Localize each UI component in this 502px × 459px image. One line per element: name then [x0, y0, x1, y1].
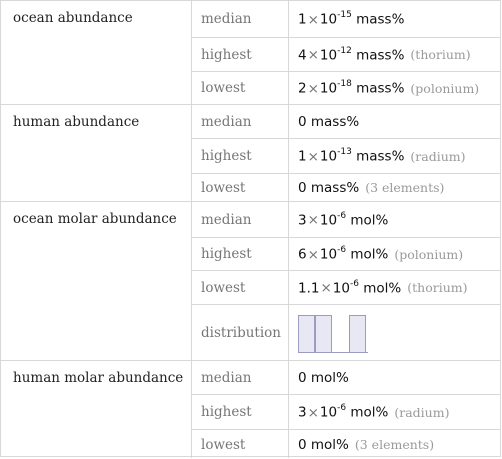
- stat-label: median: [201, 113, 252, 130]
- stat-label: lowest: [201, 80, 246, 96]
- value-coefficient: 1.1: [298, 279, 320, 296]
- value-note: (polonium): [410, 80, 480, 96]
- stat-label: highest: [201, 404, 252, 420]
- value-base: 10: [319, 46, 338, 63]
- stat-label: lowest: [201, 436, 246, 453]
- value-coefficient: 6: [298, 246, 307, 263]
- value-base: 10: [319, 148, 338, 165]
- stat-label: highest: [201, 148, 252, 164]
- value-base: 10: [319, 211, 338, 228]
- table-group-ocean-molar-abundance: [1, 201, 500, 360]
- table-row: [191, 429, 501, 459]
- property-label: ocean abundance: [13, 10, 133, 26]
- value-note: (radium): [394, 404, 450, 420]
- value-exponent: -6: [349, 278, 359, 289]
- value-note: (3 elements): [365, 180, 445, 195]
- stat-label: median: [201, 11, 252, 27]
- value-note: (3 elements): [354, 436, 435, 452]
- property-label: ocean molar abundance: [13, 211, 177, 227]
- value-cell: [298, 437, 434, 453]
- table-row: [191, 270, 501, 304]
- times-sign: ×: [307, 404, 319, 421]
- value-unit: mass%: [356, 11, 405, 28]
- value-coefficient: 1: [298, 148, 307, 165]
- value-cell: [298, 114, 359, 130]
- value-plain: 0 mol%: [298, 436, 349, 453]
- table-group-human-molar-abundance: [1, 360, 500, 458]
- value-coefficient: 3: [298, 211, 307, 228]
- table-row: [191, 237, 501, 270]
- value-exponent: -12: [337, 45, 352, 56]
- value-plain: 0 mol%: [298, 369, 349, 386]
- value-cell: [298, 211, 388, 228]
- table-row: [191, 1, 501, 37]
- stat-label: distribution: [201, 325, 281, 341]
- value-exponent: -18: [337, 78, 352, 89]
- stat-label: lowest: [201, 180, 246, 196]
- value-exponent: -6: [337, 244, 347, 255]
- times-sign: ×: [307, 80, 319, 97]
- value-plain: 0 mass%: [298, 113, 360, 130]
- value-exponent: -15: [337, 9, 352, 20]
- table-row: [191, 105, 501, 138]
- value-plain: 0 mass%: [298, 180, 360, 196]
- value-coefficient: 2: [298, 80, 307, 97]
- value-unit: mol%: [350, 246, 389, 263]
- times-sign: ×: [307, 46, 319, 63]
- value-cell: [298, 246, 463, 263]
- table-row: [191, 71, 501, 104]
- table-row: [191, 138, 501, 173]
- value-cell: [298, 279, 468, 296]
- times-sign: ×: [307, 148, 319, 165]
- table-row: [191, 394, 501, 429]
- value-unit: mol%: [363, 279, 402, 296]
- value-cell: [298, 404, 449, 421]
- table-group-ocean-abundance: [1, 1, 500, 104]
- value-cell: [298, 11, 404, 28]
- value-base: 10: [319, 246, 338, 263]
- value-unit: mass%: [356, 46, 405, 63]
- value-coefficient: 4: [298, 46, 307, 63]
- value-base: 10: [319, 80, 338, 97]
- times-sign: ×: [307, 11, 319, 28]
- table-row: [191, 173, 501, 202]
- value-cell: [298, 370, 349, 386]
- value-base: 10: [332, 279, 350, 296]
- value-unit: mass%: [356, 80, 405, 97]
- table-row: [191, 304, 501, 361]
- stat-label: highest: [201, 246, 252, 262]
- histogram-bar: [298, 315, 315, 353]
- value-unit: mass%: [356, 148, 405, 165]
- value-exponent: -6: [337, 210, 347, 221]
- histogram-bar: [315, 315, 332, 353]
- value-unit: mol%: [350, 211, 389, 228]
- value-cell: [298, 80, 479, 97]
- table-row: [191, 37, 501, 71]
- property-label: human molar abundance: [13, 370, 184, 386]
- value-coefficient: 3: [298, 404, 307, 421]
- value-exponent: -13: [337, 146, 352, 157]
- value-note: (thorium): [410, 46, 471, 62]
- stat-label: median: [201, 369, 252, 386]
- value-note: (thorium): [407, 279, 468, 295]
- table-row: [191, 202, 501, 237]
- table-group-human-abundance: [1, 104, 500, 201]
- value-note: (radium): [410, 148, 466, 164]
- distribution-histogram: [298, 313, 368, 353]
- times-sign: ×: [320, 279, 332, 296]
- value-unit: mol%: [350, 404, 389, 421]
- property-label: human abundance: [13, 114, 140, 130]
- value-cell: [298, 148, 466, 165]
- histogram-bar: [349, 315, 366, 353]
- value-cell: [298, 46, 471, 63]
- value-exponent: -6: [337, 402, 347, 413]
- value-coefficient: 1: [298, 11, 307, 28]
- value-note: (polonium): [394, 246, 464, 262]
- stat-label: highest: [201, 46, 252, 63]
- value-base: 10: [319, 11, 338, 28]
- stat-label: median: [201, 211, 252, 228]
- times-sign: ×: [307, 246, 319, 263]
- value-cell: [298, 180, 444, 196]
- stat-label: lowest: [201, 279, 246, 296]
- times-sign: ×: [307, 211, 319, 228]
- table-row: [191, 361, 501, 394]
- value-base: 10: [319, 404, 338, 421]
